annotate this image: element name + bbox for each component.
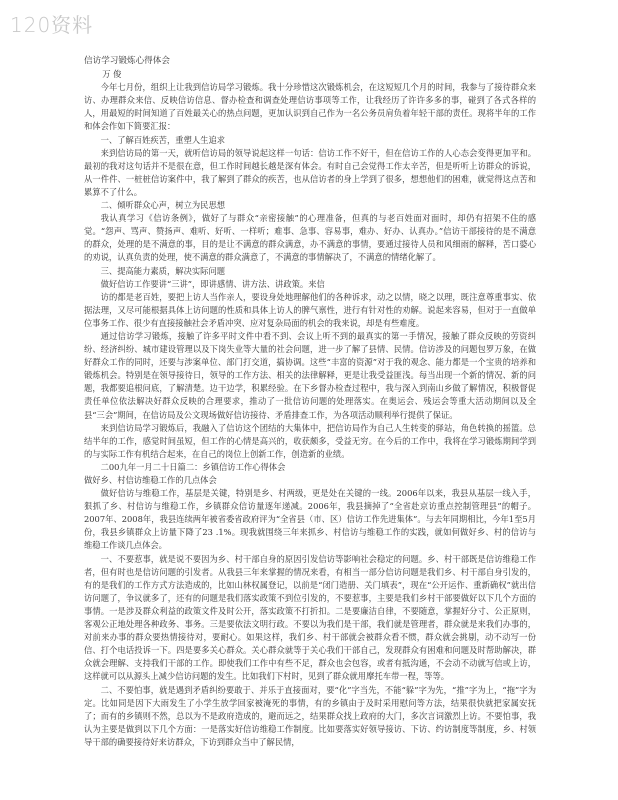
body-paragraph: 来到信访局学习锻炼后，我融入了信访这个团结的大集体中，把信访局作为自己人生转变的驿站，角色转换的摇篮。总结半年的工作，感觉时间虽短，但工作的心情是高兴的，收获颇多，受益无穷。在今后的工作中，我将在学习锻炼期间学到的与实际工作有机结合起来，在自己的岗位上创新工作，创造新的业绩。 <box>84 422 536 459</box>
body-paragraph: 一、不要惹事，就是说不要因为乡、村干部自身的原因引发信访等影响社会稳定的问题。乡、村干部既是信访维稳工作者，但有时也是信访问题的引发者。从我县三年来掌握的情况来看，有相当一部分信访问题是我们乡、村干部自身引发的，有的是我们的工作方式方法造成的，比如山林权属登记，以前是“闭门造册、关门填表”，现在“公开运作、重新确权”就出信访问题了，争议就多了，还有的问题是我们落实政策不到位引发的，不要惹事，主要是我们乡村干部要做好以下几个方面的事情。一是涉及群众利益的政策文件及时公开，落实政策不打折扣。二是要廉洁自律，不要随意，掌握好分寸、公正原则，客观公正地处理各种政务、事务。三是要依法文明行政。不要以为我们是干部，我们就是管理者，群众就是来我们办事的，对前来办事的群众要热情接待对，要耐心。如果这样，我们乡、村干部就会被群众看不惯，群众就会挑剔，动不动写一份信、打个电话投诉一下。四是要多关心群众。关心群众就等于关心我们干部自己，发现群众有困难和问题及时帮助解决，群众就会理解、支持我们干部的工作。即使我们工作中有些不足，群众也会包容，或者有抵沟通，不会动不动就写信或上访，这样就可以从源头上减少信访问题的发生。比如我们下村时，见到了群众就用摩托车带一程，等等。 <box>84 553 536 682</box>
section-heading: 一、了解百姓疾苦，重塑人生追求 <box>100 134 226 145</box>
section-subtitle: 二00九年一月二十日篇二：乡镇信访工作心得体会 <box>100 461 286 472</box>
body-paragraph: 二、不要怕事，就是遇到矛盾纠纷要敢于、并乐于直接面对，要“化”字当先，不能“躲”字为先，“推”字为上，“拖”字为定。比如同是因下大雨发生了小学生放学回家被淹死的事情，有的乡镇由于及时采用慰问等方法，结果很快就把家属安抚了；而有的乡镇则不然，总以为不是政府造成的，避而远之，结果群众找上政府的大门，多次言词激烈上访。不要怕事，我认为主要是做到以下几个方面：一是落实好信访维稳工作制度。比如要落实好领导接访、下访、约访制度等制度，乡、村领导干部的确要接待好来访群众，下访到群众当中了解民情， <box>84 684 536 747</box>
body-paragraph: 通过信访学习锻炼，接触了许多平时文件中看不到、会议上听不到的最真实的第一手情况，接触了群众反映的劳资纠纷、经济纠纷、城市建设管理以及下岗失业等大量的社会问题，进一步了解了县情、民情。信访涉及的问题包罗万象，在做好群众工作的同时，还要与涉案单位、部门打交道，搞协调。这些“丰富的资源”对于我的观念、能力都是一个宝贵的培养和锻炼机会。特别是在领导接待日，领导的工作方法、相关的法律解释，更是让我受益匪浅。每当出现一个新的情况、新的问题，我都要追根问底，了解清楚。边干边学，积累经验。在下乡督办检查过程中，我与深入到南山乡做了解情况，积极督促责任单位依法解决好群众反映的合理要求，推动了一批信访问题的处理落实。在奥运会、残运会等重大活动期间以及全县“三会”期间，在信访局及公文现场做好信访接待、矛盾排查工作，为各项活动顺利举行提供了保证。 <box>84 330 536 420</box>
document-body <box>84 55 536 749</box>
body-paragraph: 来到信访局的第一天，就听信访局的领导说起这样一句话：信访工作不好干，但在信访工作的人心态会变得更加平和。最初的我对这句话并不是很在意，但工作时间越长越是深有体会。有时自己会觉得工作太辛苦，但是听听上访群众的诉说，从一件件、一桩桩信访案件中，我了解到了群众的疾苦，也从信访者的身上学到了很多，想想他们的困难，就觉得这点苦和累算不了什么。 <box>84 147 536 197</box>
body-paragraph: 今年七月份，组织上让我到信访局学习锻炼。我十分珍惜这次锻炼机会，在这短短几个月的时间，我参与了接待群众来访、办理群众来信、反映信访信息、督办检查和调查处理信访事项等工作，让我经历了许许多多的事，碰到了各式各样的人，用最短的时间知道了百姓最关心的热点问题，更加认识到自己作为一名公务员肩负着年轻干部的责任。现将半年的工作和体会作如下简要汇报： <box>84 82 536 132</box>
body-paragraph: 做好信访工作要讲“三讲”，即讲感情、讲方法、讲政策。来信 <box>100 278 325 289</box>
body-paragraph: 做好乡、村信访维稳工作的几点体会 <box>84 475 217 485</box>
section-heading: 二、倾听群众心声，树立为民思想 <box>100 200 226 211</box>
body-paragraph: 做好信访与维稳工作，基层是关键，特别是乡、村两级，更是处在关键的一线。2006年以来，我县从基层一线入手，狠抓了乡、村信访与维稳工作，乡镇群众信访量逐年递减。2006年，我县摘掉了“全省赴京访重点控制管理县”的帽子。2007年、2008年，我县连续两年被省委省政府评为“全省县（市、区）信访工作先进集体”。与去年同期相比，今年1至5月份，我县乡镇群众上访量下降了23 .1%。现我就围绕三年来抓乡、村信访与维稳工作的实践，就如何做好乡、村的信访与维稳工作谈几点体会。 <box>84 488 536 551</box>
body-paragraph: 访的都是老百姓，要把上访人当作亲人，要设身处地理解他们的各种诉求，动之以情，晓之以理，既注意尊重事实、依据法理，又尽可能根据具体上访问题的性质和具体上访人的脾气禀性，进行有针对性的劝解。说起来容易，但对于一直做单位事务工作、很少有直接接触社会矛盾冲突、应对复杂局面的机会的我来说，却是有些难度。 <box>84 291 536 328</box>
watermark-logo: 120资料 <box>10 13 94 37</box>
paragraph-list <box>84 81 536 749</box>
document-title: 信访学习锻炼心得体会 <box>84 56 170 66</box>
document-author: 万 俊 <box>102 69 122 80</box>
body-paragraph: 我认真学习《信访条例》，做好了与群众“亲密接触”的心理准备，但真的与老百姓面对面时，却仍有招架不住的感觉。“怨声、骂声、赞扬声、难听、好听、一样听；难事、急事、容易事，难办、好办、认真办。”信访干部接待的是不满意的群众，处理的是不满意的事，目的是让不满意的群众满意，办不满意的事情，要通过接待人员和风细雨的解释，苦口婆心的劝说，认真负责的处理，使不满意的群众满意了，不满意的事情解决了，不满意的情绪化解了。 <box>84 213 536 263</box>
section-heading: 三、提高能力素质，解决实际问题 <box>100 265 226 276</box>
